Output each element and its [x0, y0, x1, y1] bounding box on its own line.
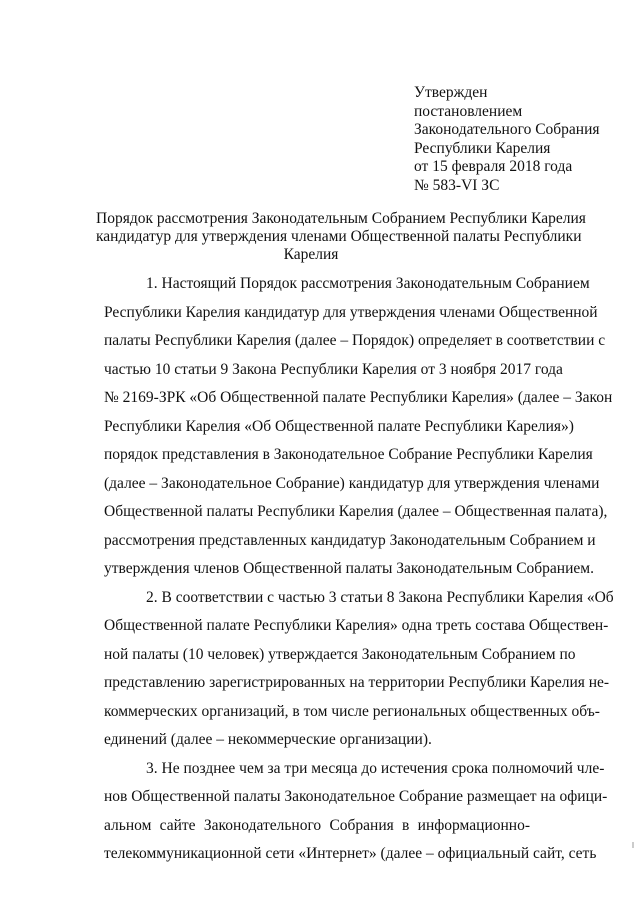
- scan-artifact: [632, 842, 634, 848]
- approval-date-line: от 15 февраля 2018 года: [414, 158, 573, 175]
- paragraph-line: Общественной палате Республики Карелия» одна треть состава Обществен-: [104, 617, 609, 634]
- paragraph-line: Республики Карелия «Об Общественной палате Республики Карелия»): [104, 417, 574, 435]
- paragraph-line: коммерческих организаций, в том числе региональных общественных объ-: [104, 702, 600, 720]
- title-line: Порядок рассмотрения Законодательным Собранием Республики Карелия: [96, 210, 586, 227]
- paragraph-line: представлению зарегистрированных на территории Республики Карелия не-: [104, 674, 610, 691]
- paragraph-line: Общественной палаты Республики Карелия (далее – Общественная палата),: [104, 503, 608, 520]
- approval-line: постановлением: [414, 102, 523, 120]
- document-title: [96, 210, 586, 264]
- paragraph-line: альном сайте Законодательного Собрания в информационно-: [104, 816, 530, 834]
- paragraph-line: утверждения членов Общественной палаты Законодательным Собранием.: [104, 560, 594, 577]
- title-line: кандидатур для утверждения членами Общественной палаты Республики: [96, 228, 582, 245]
- approval-number-line: № 583-VI ЗС: [414, 176, 500, 194]
- paragraph-line: 2. В соответствии с частью 3 статьи 8 Закона Республики Карелия «Об: [146, 588, 614, 606]
- title-line: Карелия: [283, 246, 339, 263]
- paragraph-line: 1. Настоящий Порядок рассмотрения Законодательным Собранием: [146, 275, 590, 292]
- paragraph-1: [104, 270, 613, 584]
- approval-line: Республики Карелия: [414, 139, 551, 157]
- paragraph-line: Республики Карелия кандидатур для утверждения членами Общественной: [104, 303, 598, 321]
- paragraph-line: палаты Республики Карелия (далее – Порядок) определяет в соответствии с: [104, 332, 606, 349]
- paragraph-line: ной палаты (10 человек) утверждается Законодательным Собранием по: [104, 645, 576, 663]
- paragraph-line: 3. Не позднее чем за три месяца до истечения срока полномочий чле-: [146, 759, 605, 777]
- paragraph-line: частью 10 статьи 9 Закона Республики Карелия от 3 ноября 2017 года: [104, 360, 563, 378]
- paragraph-2: [104, 584, 614, 755]
- paragraph-line: единений (далее – некоммерческие организации).: [104, 731, 432, 748]
- paragraph-line: (далее – Законодательное Собрание) кандидатур для утверждения членами: [104, 474, 600, 492]
- paragraph-line: порядок представления в Законодательное Собрание Республики Карелия: [104, 446, 593, 463]
- approval-stamp: [414, 84, 600, 195]
- paragraph-3: [104, 755, 608, 869]
- paragraph-line: № 2169-ЗРК «Об Общественной палате Республики Карелия» (далее – Закон: [104, 389, 613, 406]
- paragraph-line: рассмотрения представленных кандидатур Законодательным Собранием и: [104, 531, 596, 549]
- paragraph-line: нов Общественной палаты Законодательное Собрание размещает на офици-: [104, 788, 608, 805]
- approval-line: Утвержден: [414, 84, 488, 101]
- paragraph-line: телекоммуникационной сети «Интернет» (далее – официальный сайт, сеть: [104, 845, 597, 862]
- approval-line: Законодательного Собрания: [414, 121, 600, 138]
- document-body: [104, 270, 614, 869]
